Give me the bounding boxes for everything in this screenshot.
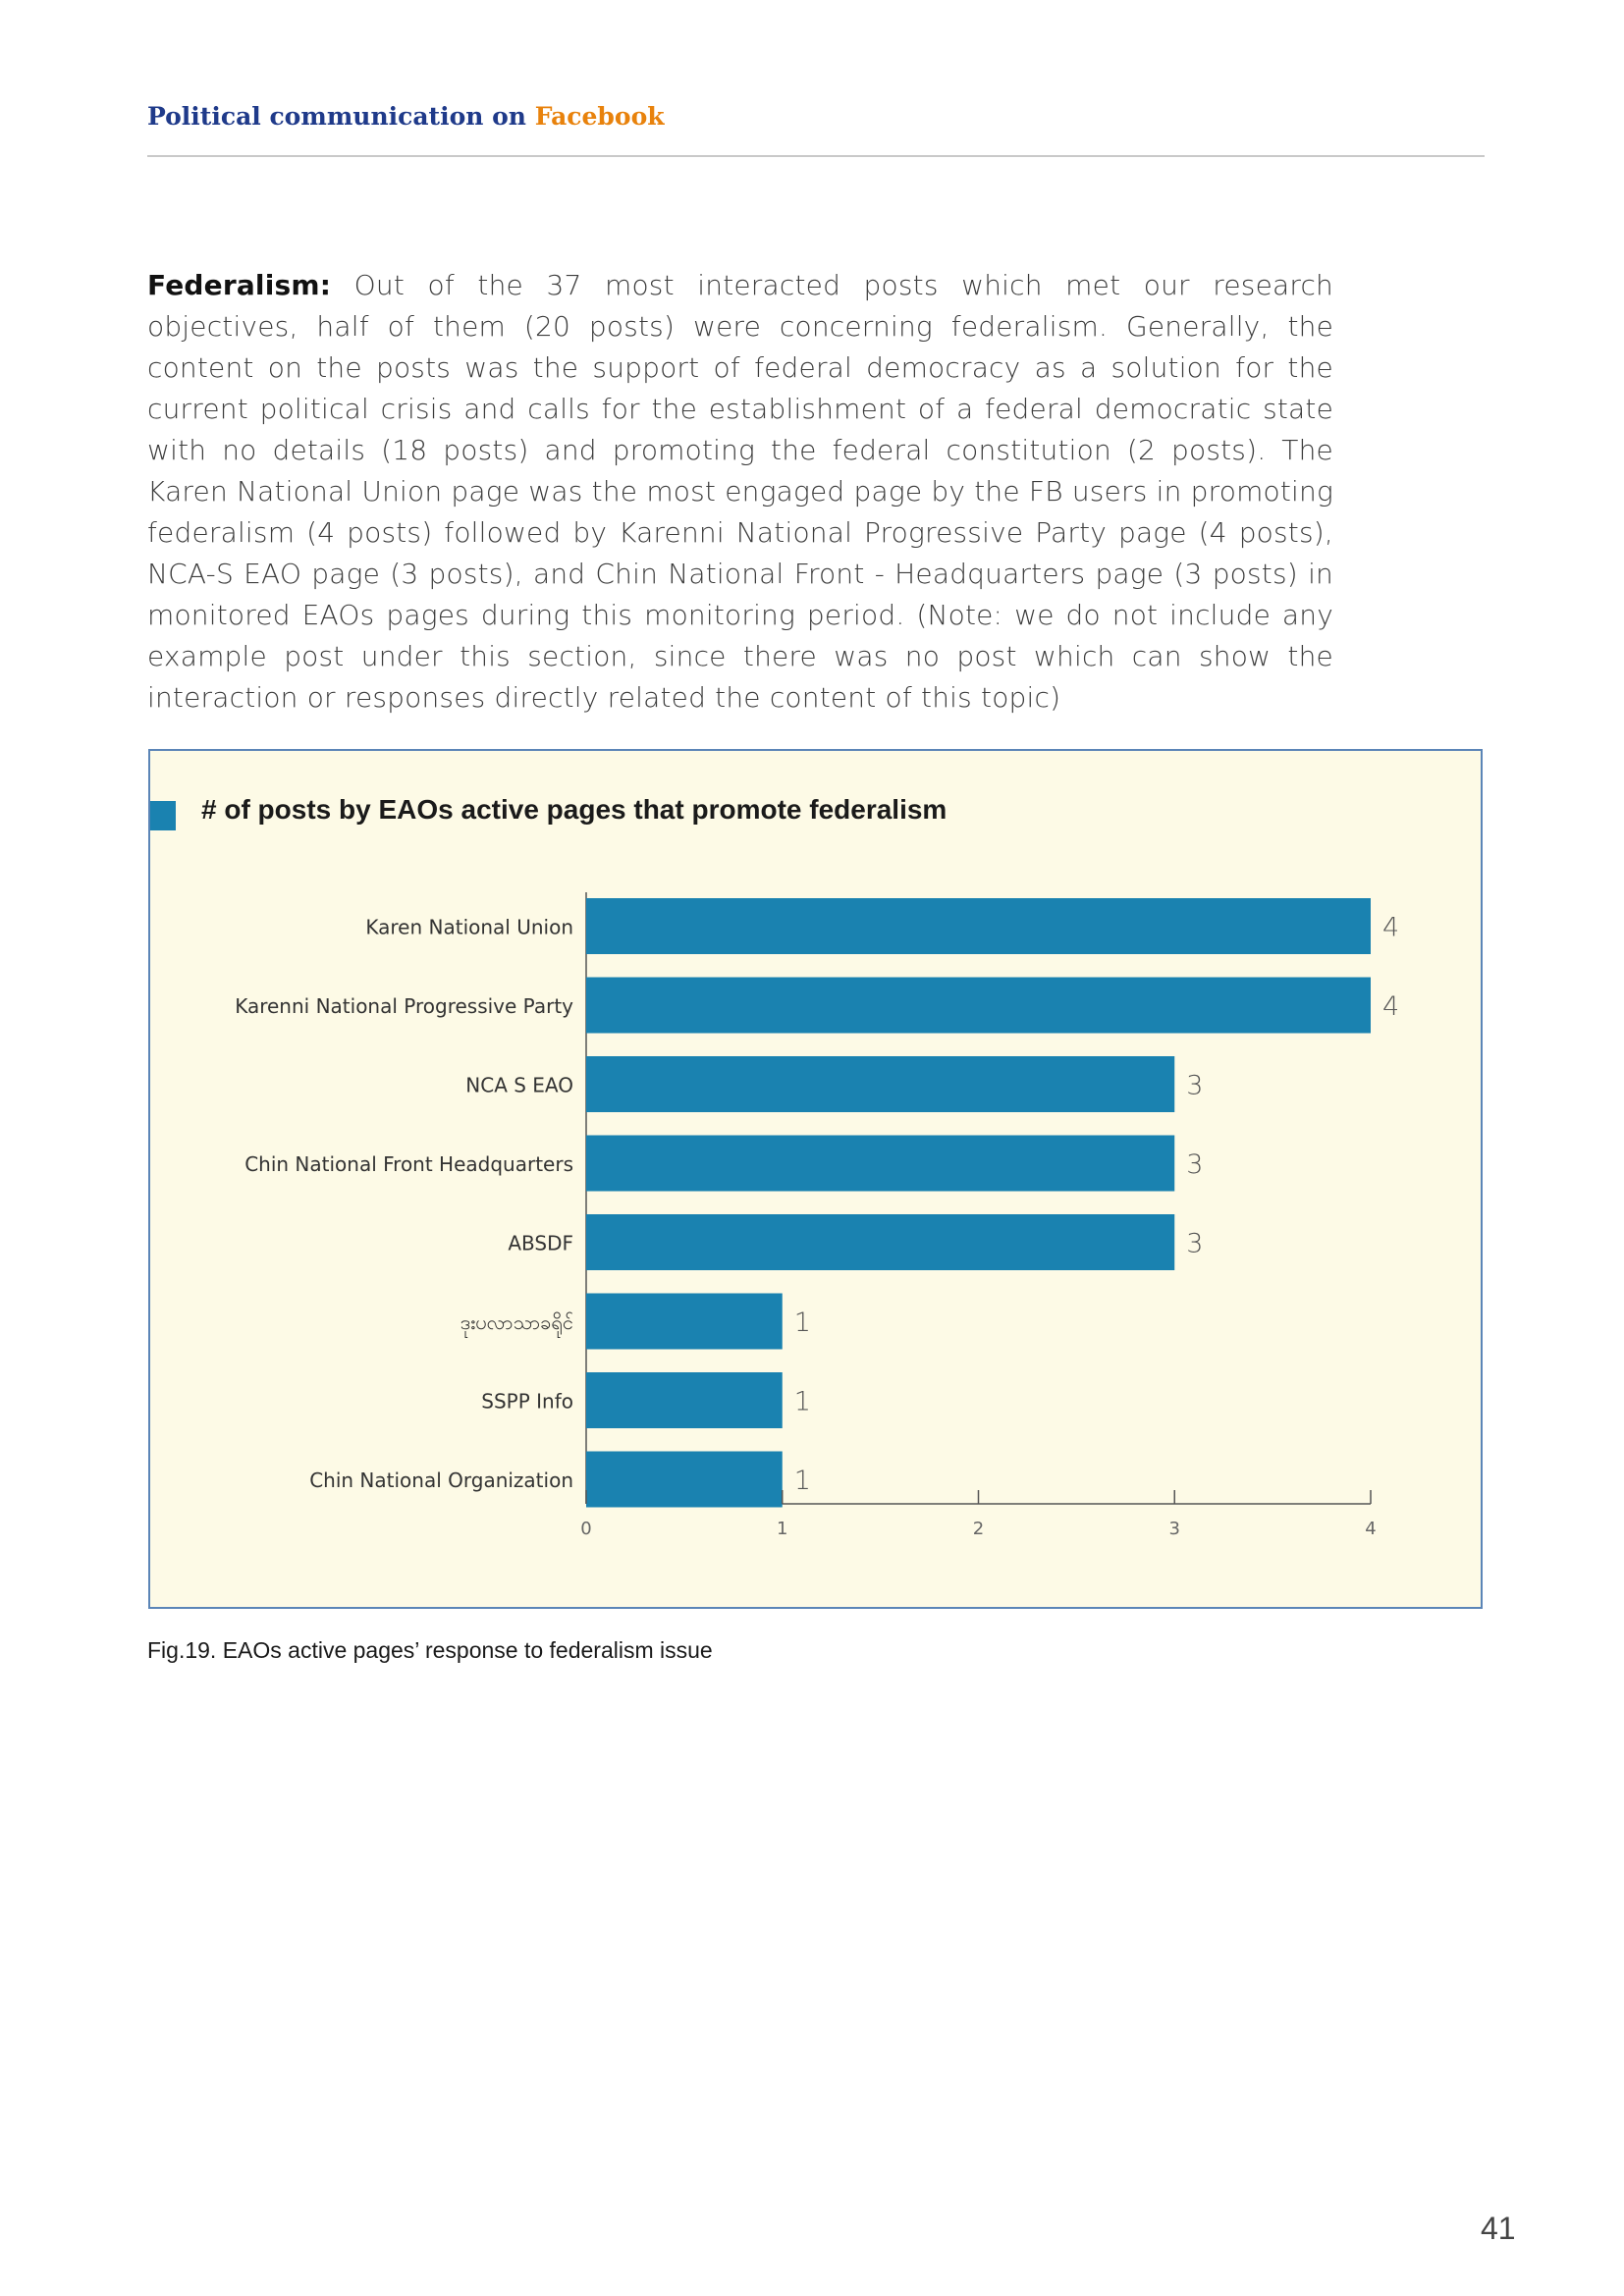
category-label-5: ABSDF: [508, 1231, 573, 1255]
category-label-7: SSPP Info: [481, 1389, 573, 1414]
data-label-1: 4: [1382, 912, 1400, 943]
bar-chart: [150, 751, 1481, 1607]
category-label-2: Karenni National Progressive Party: [235, 994, 573, 1018]
category-label-8: Chin National Organization: [309, 1468, 573, 1492]
bar-1: [586, 898, 1371, 954]
x-tick-label-0: 0: [580, 1519, 592, 1539]
figure-caption: Fig.19. EAOs active pages’ response to federalism issue: [147, 1637, 713, 1663]
data-label-3: 3: [1186, 1070, 1204, 1101]
x-tick-label-4: 4: [1365, 1519, 1377, 1539]
bar-2: [586, 978, 1371, 1034]
data-label-5: 3: [1186, 1228, 1204, 1259]
data-label-8: 1: [793, 1466, 811, 1496]
federalism-paragraph: [147, 265, 1333, 719]
paragraph-text: Out of the 37 most interacted posts which met our research objectives, half of them (20 posts) were concerning federalism. Generally, the content on the posts was the support of federal democracy as a solution for the current political crisis and calls for the establishment of a federal democratic state with no details (18 posts) and promoting the federal constitution (2 posts). The Karen National Union page was the most engaged page by the FB users in promoting federalism (4 posts) followed by Karenni National Progressive Party page (4 posts), NCA-S EAO page (3 posts), and Chin National Front - Headquarters page (3 posts) in monitored EAOs pages during this monitoring period. (Note: we do not include any example post under this section, since there was no post which can show the interaction or responses directly related the content of this topic): [147, 269, 1333, 714]
data-label-4: 3: [1186, 1149, 1204, 1180]
bar-6: [586, 1294, 783, 1350]
x-tick-label-1: 1: [777, 1519, 788, 1539]
data-label-2: 4: [1382, 991, 1400, 1022]
x-tick-label-2: 2: [972, 1519, 985, 1539]
bar-8: [586, 1452, 783, 1508]
bar-5: [586, 1214, 1174, 1270]
header-divider: [147, 155, 1485, 157]
data-label-6: 1: [793, 1308, 811, 1338]
category-label-4: Chin National Front Headquarters: [244, 1152, 573, 1176]
running-header: [147, 102, 665, 131]
x-tick-label-3: 3: [1168, 1519, 1180, 1539]
bar-3: [586, 1056, 1174, 1112]
bar-7: [586, 1372, 783, 1428]
chart-title: # of posts by EAOs active pages that promote federalism: [201, 794, 947, 825]
chart-panel: [148, 749, 1483, 1609]
paragraph-lead: Federalism:: [147, 269, 332, 301]
bar-4: [586, 1136, 1174, 1192]
category-label-1: Karen National Union: [365, 915, 573, 939]
header-brand: Facebook: [534, 102, 665, 131]
header-prefix: Political communication on: [147, 102, 535, 131]
category-label-3: NCA S EAO: [465, 1073, 573, 1097]
data-label-7: 1: [793, 1386, 811, 1417]
page-number: 41: [1481, 2211, 1516, 2246]
category-label-6: ဒုးပလာသာခရိုင်: [460, 1310, 573, 1334]
